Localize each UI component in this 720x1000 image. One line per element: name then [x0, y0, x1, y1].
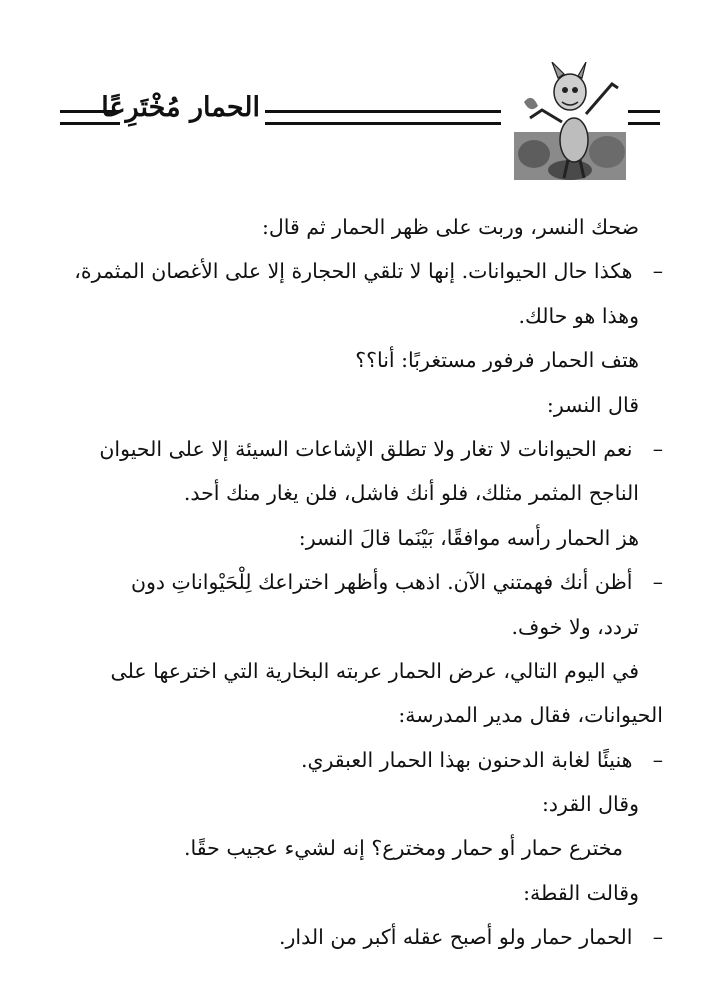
- story-line: [58, 471, 663, 515]
- story-line: [58, 338, 663, 382]
- story-line: [58, 383, 663, 427]
- story-line-text: الحمار حمار ولو أصبح عقله أكبر من الدار.: [279, 925, 633, 950]
- dialogue-dash: –: [652, 436, 663, 461]
- story-line-text: تردد، ولا خوف.: [511, 614, 639, 639]
- story-line: [58, 205, 663, 249]
- header-rule-right: [628, 110, 660, 125]
- story-line: [58, 738, 663, 782]
- story-text: [58, 205, 663, 960]
- dialogue-dash: –: [652, 259, 663, 284]
- story-line: [58, 249, 663, 293]
- story-line: [58, 826, 663, 870]
- story-line-text: هتف الحمار فرفور مستغربًا: أنا؟؟: [355, 348, 639, 373]
- story-line-text: وقال القرد:: [541, 792, 639, 817]
- story-line-text: مخترع حمار أو حمار ومخترع؟ إنه لشيء عجيب حقًا.: [184, 836, 623, 861]
- story-line-text: الناجح المثمر مثلك، فلو أنك فاشل، فلن يغار منك أحد.: [183, 481, 639, 506]
- story-line-text: هز الحمار رأسه موافقًا، بَيْنَما قالَ النسر:: [298, 525, 639, 550]
- story-line: [58, 427, 663, 471]
- story-line-text: هكذا حال الحيوانات. إنها لا تلقي الحجارة إلا على الأغصان المثمرة،: [74, 259, 633, 284]
- story-line-text: قال النسر:: [546, 392, 639, 417]
- story-line-text: هنيئًا لغابة الدحنون بهذا الحمار العبقري.: [300, 747, 633, 772]
- story-line-text: الحيوانات، فقال مدير المدرسة:: [398, 703, 663, 728]
- story-line: [58, 516, 663, 560]
- story-line: [58, 649, 663, 693]
- dialogue-dash: –: [652, 570, 663, 595]
- story-line: [58, 693, 663, 737]
- story-line-text: في اليوم التالي، عرض الحمار عربته البخارية التي اخترعها على: [110, 658, 639, 683]
- story-line: [58, 782, 663, 826]
- chapter-header: [60, 62, 660, 192]
- story-line-text: ضحك النسر، وربت على ظهر الحمار ثم قال:: [261, 215, 639, 239]
- story-line-text: وهذا هو حالك.: [518, 303, 639, 328]
- story-line: [58, 871, 663, 915]
- story-line: [58, 915, 663, 959]
- story-line: [58, 560, 663, 604]
- story-line-text: نعم الحيوانات لا تغار ولا تطلق الإشاعات السيئة إلا على الحيوان: [99, 436, 633, 461]
- dialogue-dash: –: [652, 747, 663, 772]
- dialogue-dash: –: [652, 925, 663, 950]
- header-rule-middle: [265, 110, 501, 125]
- donkey-illustration: [512, 62, 628, 182]
- story-line: [58, 294, 663, 338]
- story-line-text: أظن أنك فهمتني الآن. اذهب وأظهر اختراعك لِلْحَيْواناتِ دون: [130, 570, 633, 595]
- story-line: [58, 605, 663, 649]
- story-line-text: وقالت القطة:: [523, 880, 639, 905]
- chapter-title: الحمار مُخْتَرِعًا: [101, 92, 260, 123]
